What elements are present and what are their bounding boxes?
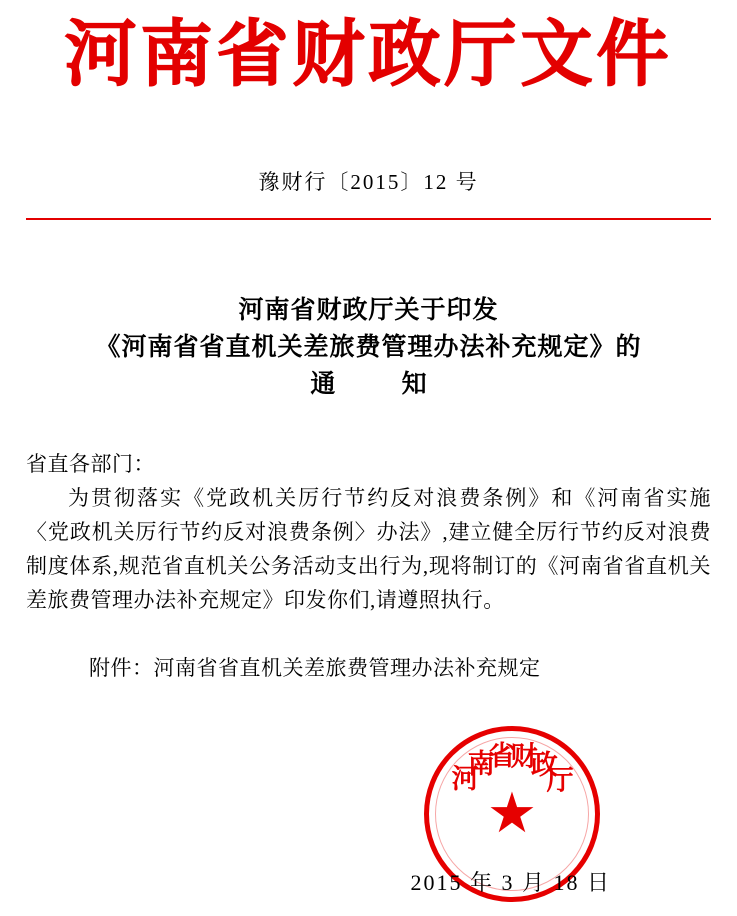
seal-char-4: 财: [510, 741, 538, 773]
document-body: [26, 447, 711, 685]
seal-char-2: 南: [467, 748, 495, 780]
document-title: [26, 292, 711, 403]
masthead-title: 河南省财政厅文件: [64, 11, 673, 96]
body-paragraph-1: 为贯彻落实《党政机关厉行节约反对浪费条例》和《河南省实施〈党政机关厉行节约反对浪费条例〉办法》,建立健全厉行节约反对浪费制度体系,规范省直机关公务活动支出行为,现将制订的《河南省省直机关差旅费管理办法补充规定》印发你们,请遵照执行。: [26, 485, 711, 612]
seal-char-1: 河: [451, 763, 479, 795]
seal-char-5: 政: [530, 749, 558, 781]
red-divider-rule: [26, 218, 711, 220]
issue-date: 2015 年 3 月 18 日: [410, 870, 611, 895]
seal-char-6: 厅: [546, 765, 574, 797]
title-line-2: 《河南省省直机关差旅费管理办法补充规定》的: [95, 333, 642, 361]
document-number: 豫财行〔2015〕12 号: [258, 169, 479, 194]
title-line-3: 通 知: [310, 370, 457, 398]
title-line-1: 河南省财政厅关于印发: [238, 296, 499, 324]
salutation: 省直各部门：: [26, 451, 155, 476]
masthead: [26, 0, 711, 96]
attachment-line: 附件：河南省省直机关差旅费管理办法补充规定: [89, 655, 541, 680]
seal-char-3: 省: [488, 740, 516, 772]
document-number-row: [26, 166, 711, 196]
star-icon: ★: [486, 783, 538, 845]
